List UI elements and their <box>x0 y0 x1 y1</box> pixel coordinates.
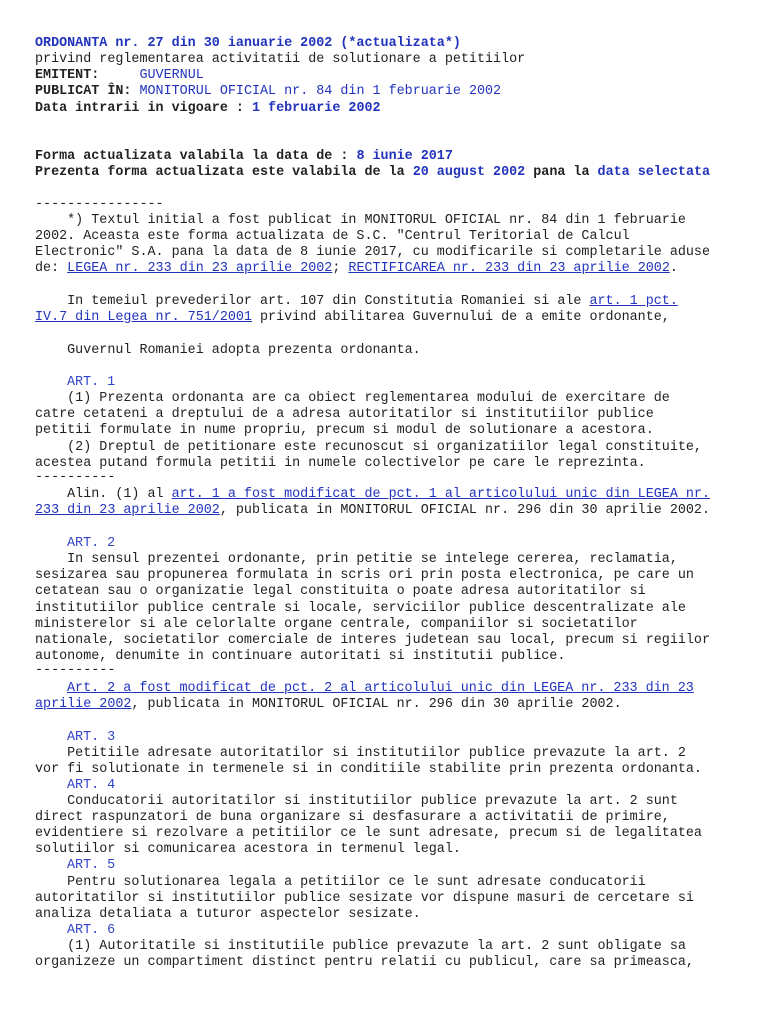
title-rest: nr. 27 din 30 ianuarie 2002 (*actualizata*) <box>107 36 461 51</box>
art-4-line: Conducatorii autoritatilor si institutiilor publice prevazute la art. 2 sunt <box>35 794 678 809</box>
adopta-line: Guvernul Romaniei adopta prezenta ordonanta. <box>35 343 421 358</box>
valabila-row <box>35 165 710 182</box>
forma-label: Forma actualizata valabila la data de : <box>35 149 349 164</box>
data-intrarii-row <box>35 101 381 118</box>
art-3-line: Petitiile adresate autoritatilor si institutiilor publice prevazute la art. 2 <box>35 746 686 761</box>
emitent-row <box>35 68 204 85</box>
intro-separator: ; <box>332 261 349 276</box>
art-3-line: vor fi solutionate in termenele si in conditiile stabilite prin prezenta ordonanta. <box>35 762 702 777</box>
data-selectata-link[interactable]: data selectata <box>597 165 711 180</box>
document-subtitle: privind reglementarea activitatii de solutionare a petitiilor <box>35 52 526 67</box>
legea-233-link[interactable]: LEGEA nr. 233 din 23 aprilie 2002 <box>67 261 333 276</box>
art-5-heading: ART. 5 <box>67 858 116 873</box>
art-4-line: evidentiere si rezolvare a petitiilor ce le sunt adresate, precum si de legalitatea <box>35 826 702 841</box>
valabila-middle: pana la <box>533 165 590 180</box>
temei-prefix: In temeiul prevederilor art. 107 din Constitutia Romaniei si ale <box>35 294 590 309</box>
art-4-heading: ART. 4 <box>67 778 116 793</box>
data-intrarii-label: Data intrarii in vigoare : <box>35 101 244 116</box>
art-6-line: organizeze un compartiment distinct pentru relatii cu publicul, care sa primeasca, <box>35 955 694 970</box>
art-2-note <box>35 697 622 714</box>
art-2-line: autonome, denumite in continuare autoritati si institutii publice. <box>35 649 566 664</box>
intro-end: . <box>669 261 678 276</box>
art-2-heading: ART. 2 <box>67 536 116 551</box>
document-title <box>35 36 461 53</box>
art-1-heading: ART. 1 <box>67 375 116 390</box>
art-5-line: Pentru solutionarea legala a petitiilor ce le sunt adresate conducatorii <box>35 875 646 890</box>
art-2-line: nationale, societatilor comerciale de interes judetean sau local, precum si regiilor <box>35 633 710 648</box>
intro-line: *) Textul initial a fost publicat in MONITORUL OFICIAL nr. 84 din 1 februarie <box>35 213 686 228</box>
art-2-modificat-link[interactable]: Art. 2 a fost modificat de pct. 2 al articolului unic din LEGEA nr. 233 din 23 <box>67 681 694 696</box>
intro-line <box>35 261 678 278</box>
art-1-line: catre cetateni a dreptului de a adresa autoritatilor si institutiilor publice <box>35 407 654 422</box>
divider: ---------------- <box>35 197 164 212</box>
art-5-line: analiza detaliata a tuturor aspectelor sesizate. <box>35 907 421 922</box>
divider: ---------- <box>35 663 116 678</box>
emitent-label: EMITENT: <box>35 68 100 83</box>
rectificarea-233-link[interactable]: RECTIFICAREA nr. 233 din 23 aprilie 2002 <box>348 261 670 276</box>
temei-rest: privind abilitarea Guvernului de a emite ordonante, <box>251 310 670 325</box>
publicat-row <box>35 84 501 101</box>
art-2-line: institutiilor publice centrale si locale, serviciilor publice descentralizate ale <box>35 601 686 616</box>
intro-prefix: de: <box>35 261 68 276</box>
emitent-value: GUVERNUL <box>139 68 204 83</box>
forma-date: 8 iunie 2017 <box>356 149 453 164</box>
art-1-modificat-link-cont[interactable]: 233 din 23 aprilie 2002 <box>35 503 220 518</box>
art-1-line: petitii formulate in nume propriu, precum si modul de solutionare a acestora. <box>35 423 654 438</box>
art-1-line: (1) Prezenta ordonanta are ca obiect reglementarea modului de exercitare de <box>35 391 670 406</box>
art-1-note <box>35 487 710 504</box>
art-2-modificat-link-cont[interactable]: aprilie 2002 <box>35 697 132 712</box>
art-1-line: acestea putand formula petitii in numele colectivelor pe care le reprezinta. <box>35 456 646 471</box>
art-2-line: ministerelor si ale celorlalte organe centrale, companiilor si societatilor <box>35 617 638 632</box>
intro-line: Electronic" S.A. pana la data de 8 iunie 2017, cu modificarile si completarile aduse <box>35 245 710 260</box>
art-6-line: (1) Autoritatile si institutiile publice prevazute la art. 2 sunt obligate sa <box>35 939 686 954</box>
art-1-note <box>35 503 710 520</box>
art-2-note <box>67 681 694 698</box>
legea-751-link[interactable]: IV.7 din Legea nr. 751/2001 <box>35 310 252 325</box>
art-6-heading: ART. 6 <box>67 923 116 938</box>
publicat-value: MONITORUL OFICIAL nr. 84 din 1 februarie 2002 <box>139 84 502 99</box>
art-4-line: solutiilor si comunicarea acestora in termenul legal. <box>35 842 461 857</box>
art-1-line: (2) Dreptul de petitionare este recunoscut si organizatiilor legal constituite, <box>35 440 702 455</box>
art-4-line: direct raspunzatori de buna organizare si desfasurare a activitatii de primire, <box>35 810 670 825</box>
temei-line <box>35 294 678 311</box>
temei-line <box>35 310 670 327</box>
art-3-heading: ART. 3 <box>67 730 116 745</box>
publicat-label: PUBLICAT ÎN: <box>35 84 132 99</box>
valabila-prefix: Prezenta forma actualizata este valabila de la <box>35 165 405 180</box>
intro-line: 2002. Aceasta este forma actualizata de S.C. "Centrul Teritorial de Calcul <box>35 229 630 244</box>
data-intrarii-value: 1 februarie 2002 <box>251 101 381 116</box>
art-1-modificat-link[interactable]: art. 1 a fost modificat de pct. 1 al articolului unic din LEGEA nr. <box>171 487 711 502</box>
title-prefix: ORDONANTA <box>35 36 108 51</box>
art-2-note-rest: , publicata in MONITORUL OFICIAL nr. 296 din 30 aprilie 2002. <box>131 697 622 712</box>
art-1-pct-link[interactable]: art. 1 pct. <box>589 294 678 309</box>
art-1-note-prefix: Alin. (1) al <box>35 487 172 502</box>
valabila-from-date: 20 august 2002 <box>412 165 526 180</box>
art-2-line: cetatean sau o organizatie legal constituita o poate adresa autoritatilor si <box>35 584 646 599</box>
divider: ---------- <box>35 470 116 485</box>
art-1-note-rest: , publicata in MONITORUL OFICIAL nr. 296 din 30 aprilie 2002. <box>219 503 711 518</box>
forma-row <box>35 149 453 166</box>
art-2-line: sesizarea sau propunerea formulata in scris ori prin posta electronica, pe care un <box>35 568 694 583</box>
art-5-line: autoritatilor si institutiilor publice sesizate vor dispune masuri de cercetare si <box>35 891 694 906</box>
art-2-line: In sensul prezentei ordonante, prin petitie se intelege cererea, reclamatia, <box>35 552 678 567</box>
